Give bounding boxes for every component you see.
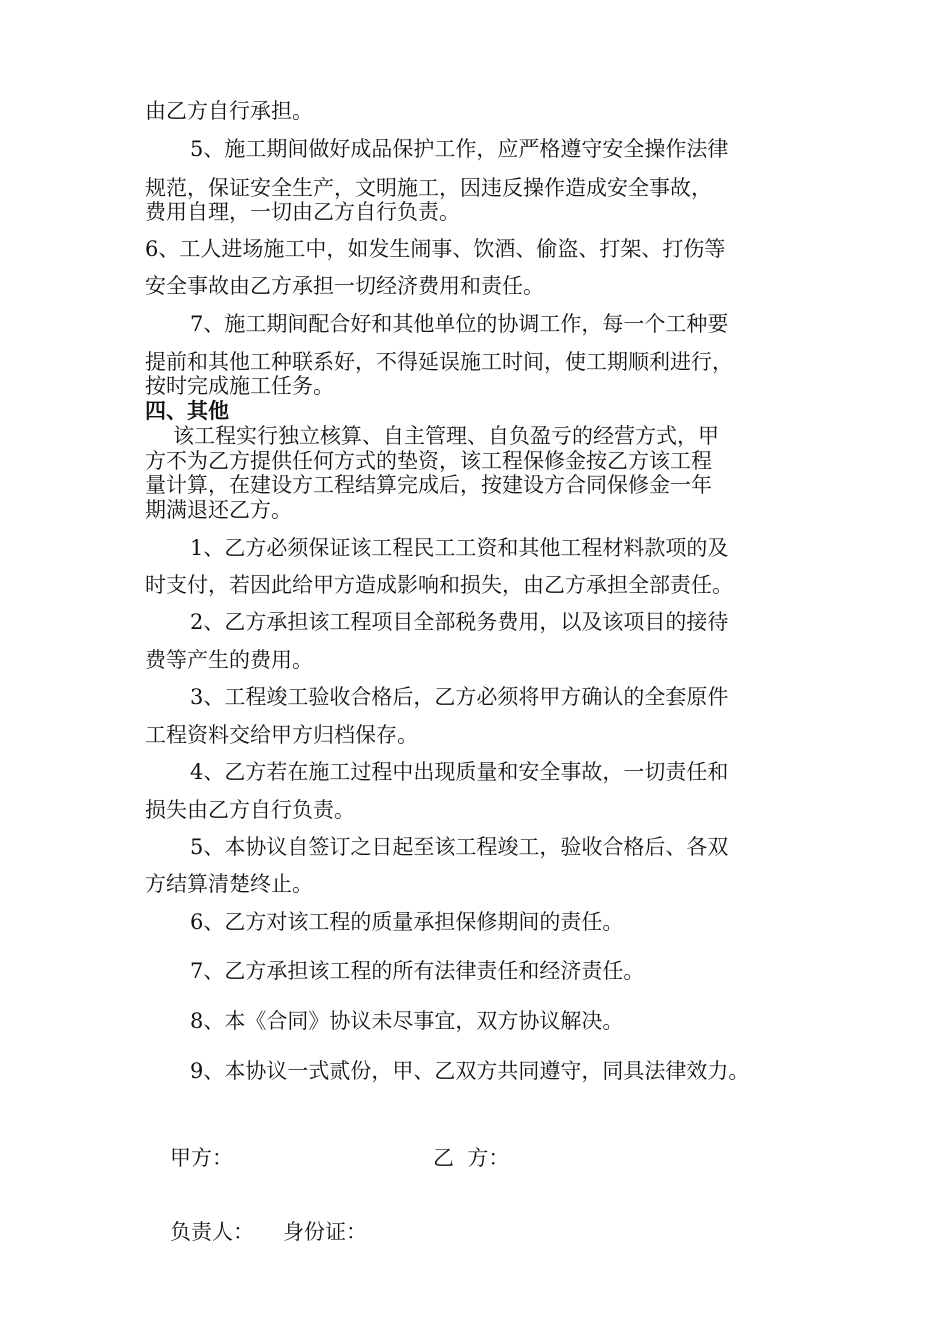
text-line: 提前和其他工种联系好，不得延误施工时间，使工期顺利进行， (145, 350, 733, 374)
text-line: 量计算，在建设方工程结算完成后，按建设方合同保修金一年 (145, 473, 712, 497)
text-line: 费用自理，一切由乙方自行负责。 (145, 200, 460, 224)
text-line: 安全事故由乙方承担一切经济费用和责任。 (145, 274, 544, 298)
text-line: 8、本《合同》协议未尽事宜，双方协议解决。 (190, 1009, 624, 1033)
text-line: 时支付，若因此给甲方造成影响和损失，由乙方承担全部责任。 (145, 573, 733, 597)
text-line: 损失由乙方自行负责。 (145, 798, 355, 822)
text-line: 1、乙方必须保证该工程民工工资和其他工程材料款项的及 (190, 536, 729, 560)
text-line: 7、施工期间配合好和其他单位的协调工作，每一个工种要 (190, 312, 729, 336)
text-line: 费等产生的费用。 (145, 648, 313, 672)
section-heading: 四、其他 (145, 398, 229, 423)
text-line: 6、工人进场施工中，如发生闹事、饮酒、偷盗、打架、打伤等 (145, 237, 726, 261)
party-a-label: 甲方： (170, 1146, 233, 1170)
text-line: 3、工程竣工验收合格后，乙方必须将甲方确认的全套原件 (190, 685, 729, 709)
text-line: 按时完成施工任务。 (145, 374, 334, 398)
text-line: 方不为乙方提供任何方式的垫资，该工程保修金按乙方该工程 (145, 449, 712, 473)
party-b-label: 乙 方： (433, 1146, 510, 1170)
id-card-label: 身份证： (283, 1220, 367, 1244)
text-line: 工程资料交给甲方归档保存。 (145, 723, 418, 747)
responsible-person-label: 负责人： (170, 1220, 254, 1244)
text-line: 5、施工期间做好成品保护工作，应严格遵守安全操作法律 (190, 137, 729, 161)
text-line: 方结算清楚终止。 (145, 872, 313, 896)
text-line: 4、乙方若在施工过程中出现质量和安全事故，一切责任和 (190, 760, 729, 784)
text-line: 5、本协议自签订之日起至该工程竣工，验收合格后、各双 (190, 835, 729, 859)
text-line: 期满退还乙方。 (145, 498, 292, 522)
text-line: 9、本协议一式贰份，甲、乙双方共同遵守，同具法律效力。 (190, 1059, 750, 1083)
text-line: 规范，保证安全生产，文明施工，因违反操作造成安全事故， (145, 176, 712, 200)
text-line: 2、乙方承担该工程项目全部税务费用，以及该项目的接待 (190, 610, 729, 634)
text-line: 由乙方自行承担。 (145, 99, 313, 123)
text-line: 7、乙方承担该工程的所有法律责任和经济责任。 (190, 959, 645, 983)
text-line: 6、乙方对该工程的质量承担保修期间的责任。 (190, 910, 624, 934)
text-line: 该工程实行独立核算、自主管理、自负盈亏的经营方式，甲 (173, 424, 719, 448)
